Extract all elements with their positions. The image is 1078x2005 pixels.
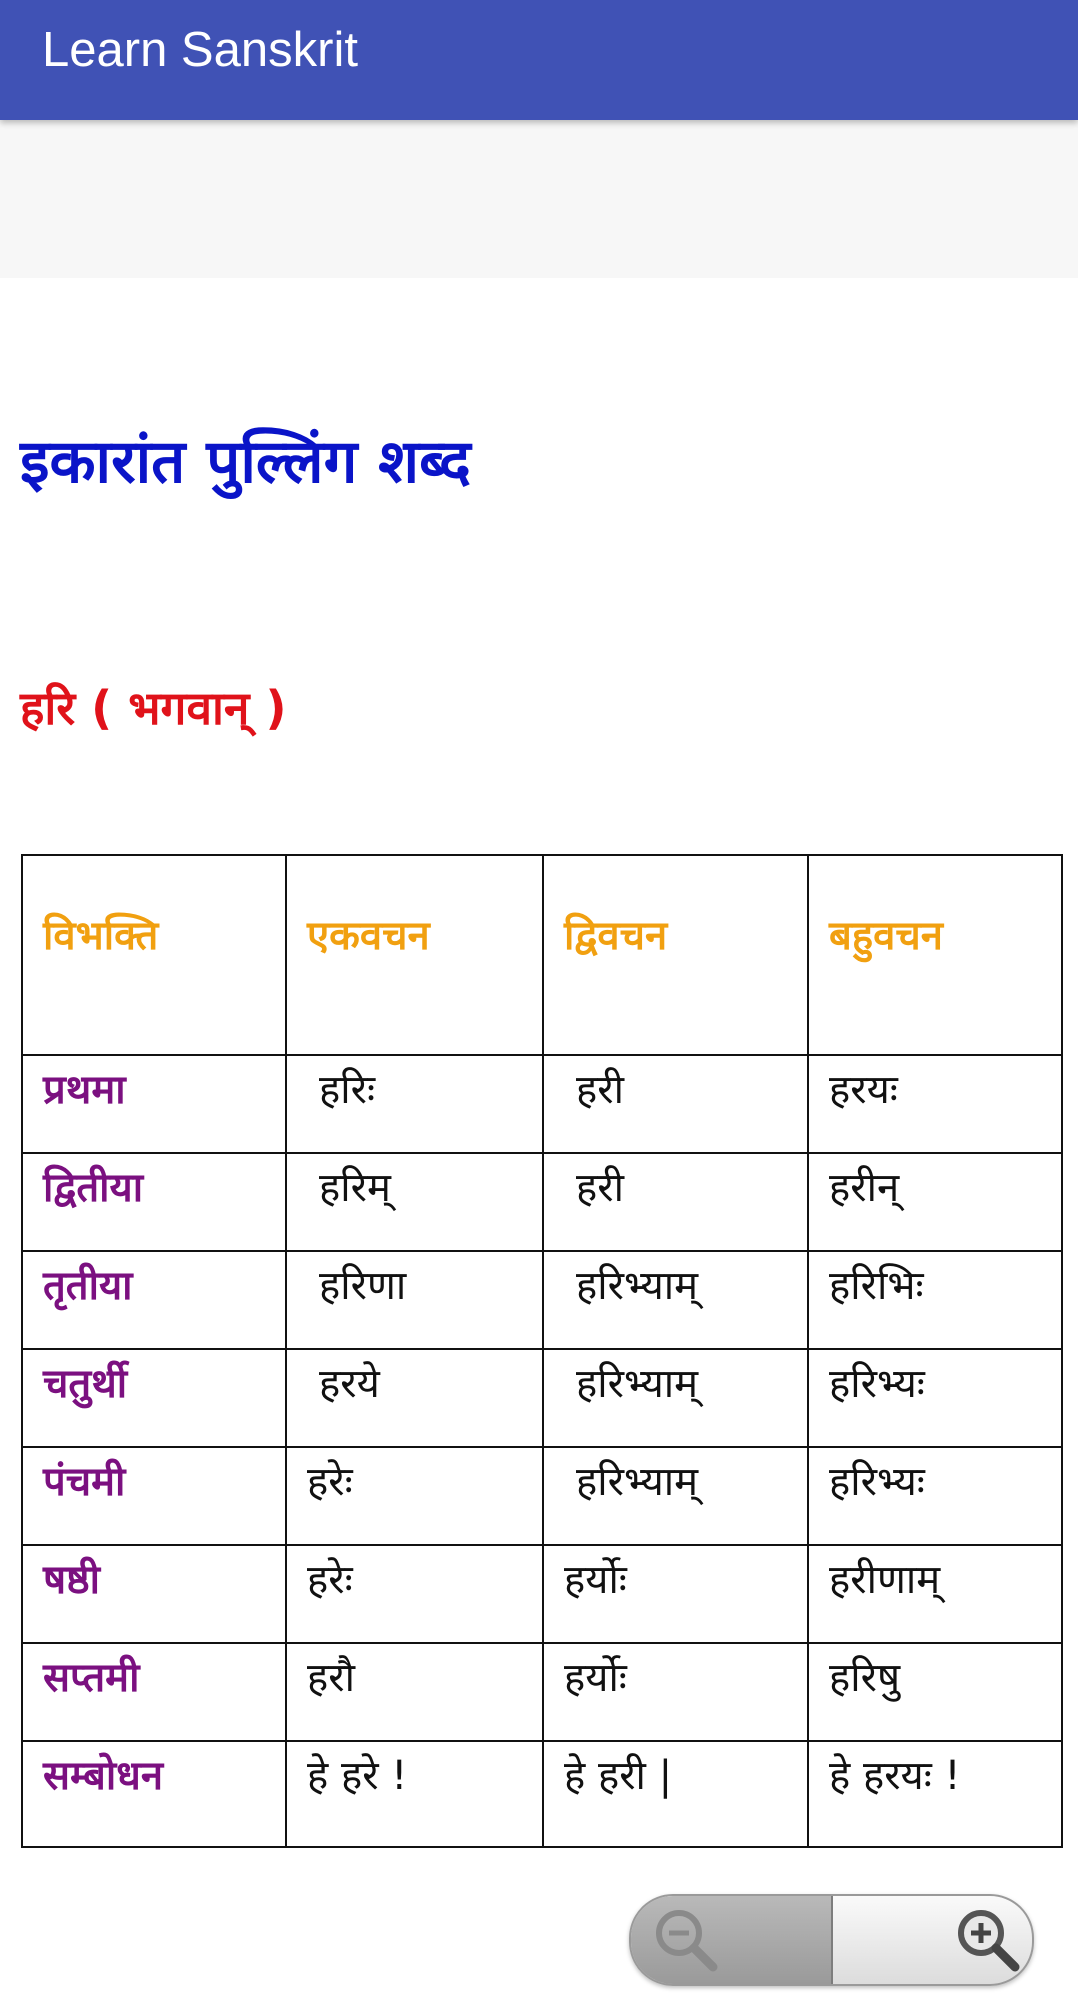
table-row bbox=[22, 1153, 1062, 1251]
case-label: प्रथमा bbox=[43, 1067, 126, 1113]
case-label: षष्ठी bbox=[43, 1557, 101, 1603]
singular-form: हरये bbox=[319, 1361, 380, 1407]
header-cell bbox=[286, 855, 543, 1055]
zoom-controls bbox=[629, 1894, 1034, 1986]
table-row bbox=[22, 1055, 1062, 1153]
case-label: तृतीया bbox=[43, 1263, 133, 1309]
case-label: चतुर्थी bbox=[43, 1361, 128, 1407]
header-cell bbox=[22, 855, 286, 1055]
singular-form: हे हरे ! bbox=[307, 1753, 408, 1799]
plural-form: हे हरयः ! bbox=[829, 1753, 961, 1799]
plural-form: हरीन् bbox=[829, 1165, 900, 1211]
zoom-in-icon bbox=[951, 1903, 1025, 1977]
table-row bbox=[22, 1545, 1062, 1643]
header-cell bbox=[808, 855, 1062, 1055]
app-bar bbox=[0, 0, 1078, 120]
singular-form: हरिम् bbox=[319, 1165, 391, 1211]
dual-form: हरिभ्याम् bbox=[576, 1263, 699, 1309]
plural-form: हरिभ्यः bbox=[829, 1459, 925, 1505]
header-ekavachan: एकवचन bbox=[307, 913, 430, 959]
app-title: Learn Sanskrit bbox=[42, 23, 358, 77]
table-row bbox=[22, 1741, 1062, 1847]
declension-table bbox=[21, 854, 1063, 1848]
dual-form: हरी bbox=[576, 1165, 624, 1211]
dual-form: हर्योः bbox=[564, 1655, 627, 1701]
table-row bbox=[22, 1447, 1062, 1545]
plural-form: हरिषु bbox=[829, 1655, 901, 1701]
singular-form: हरिः bbox=[319, 1067, 376, 1113]
header-bahuvachan: बहुवचन bbox=[829, 913, 943, 959]
zoom-in-button[interactable] bbox=[833, 1896, 1032, 1984]
table-row bbox=[22, 1643, 1062, 1741]
zoom-out-icon bbox=[649, 1903, 723, 1977]
dual-form: हरी bbox=[576, 1067, 624, 1113]
header-vibhakti: विभक्ति bbox=[43, 913, 159, 959]
plural-form: हरयः bbox=[829, 1067, 898, 1113]
zoom-out-button[interactable] bbox=[631, 1896, 833, 1984]
page-heading: इकारांत पुल्लिंग शब्द bbox=[20, 427, 471, 497]
case-label: द्वितीया bbox=[43, 1165, 144, 1211]
case-label: सप्तमी bbox=[43, 1655, 140, 1701]
dual-form: हर्योः bbox=[564, 1557, 627, 1603]
header-cell bbox=[543, 855, 808, 1055]
table-header-row bbox=[22, 855, 1062, 1055]
singular-form: हरिणा bbox=[319, 1263, 407, 1309]
word-subheading: हरि ( भगवान् ) bbox=[20, 681, 287, 735]
case-label: पंचमी bbox=[43, 1459, 126, 1505]
singular-form: हरौ bbox=[307, 1655, 355, 1701]
plural-form: हरिभ्यः bbox=[829, 1361, 925, 1407]
ad-banner-area bbox=[0, 120, 1078, 278]
table-row bbox=[22, 1251, 1062, 1349]
plural-form: हरीणाम् bbox=[829, 1557, 941, 1603]
header-dvivachan: द्विवचन bbox=[564, 913, 668, 959]
singular-form: हरेः bbox=[307, 1557, 353, 1603]
plural-form: हरिभिः bbox=[829, 1263, 924, 1309]
dual-form: हे हरी | bbox=[564, 1753, 673, 1799]
case-label: सम्बोधन bbox=[43, 1753, 164, 1799]
singular-form: हरेः bbox=[307, 1459, 353, 1505]
dual-form: हरिभ्याम् bbox=[576, 1361, 699, 1407]
dual-form: हरिभ्याम् bbox=[576, 1459, 699, 1505]
table-row bbox=[22, 1349, 1062, 1447]
